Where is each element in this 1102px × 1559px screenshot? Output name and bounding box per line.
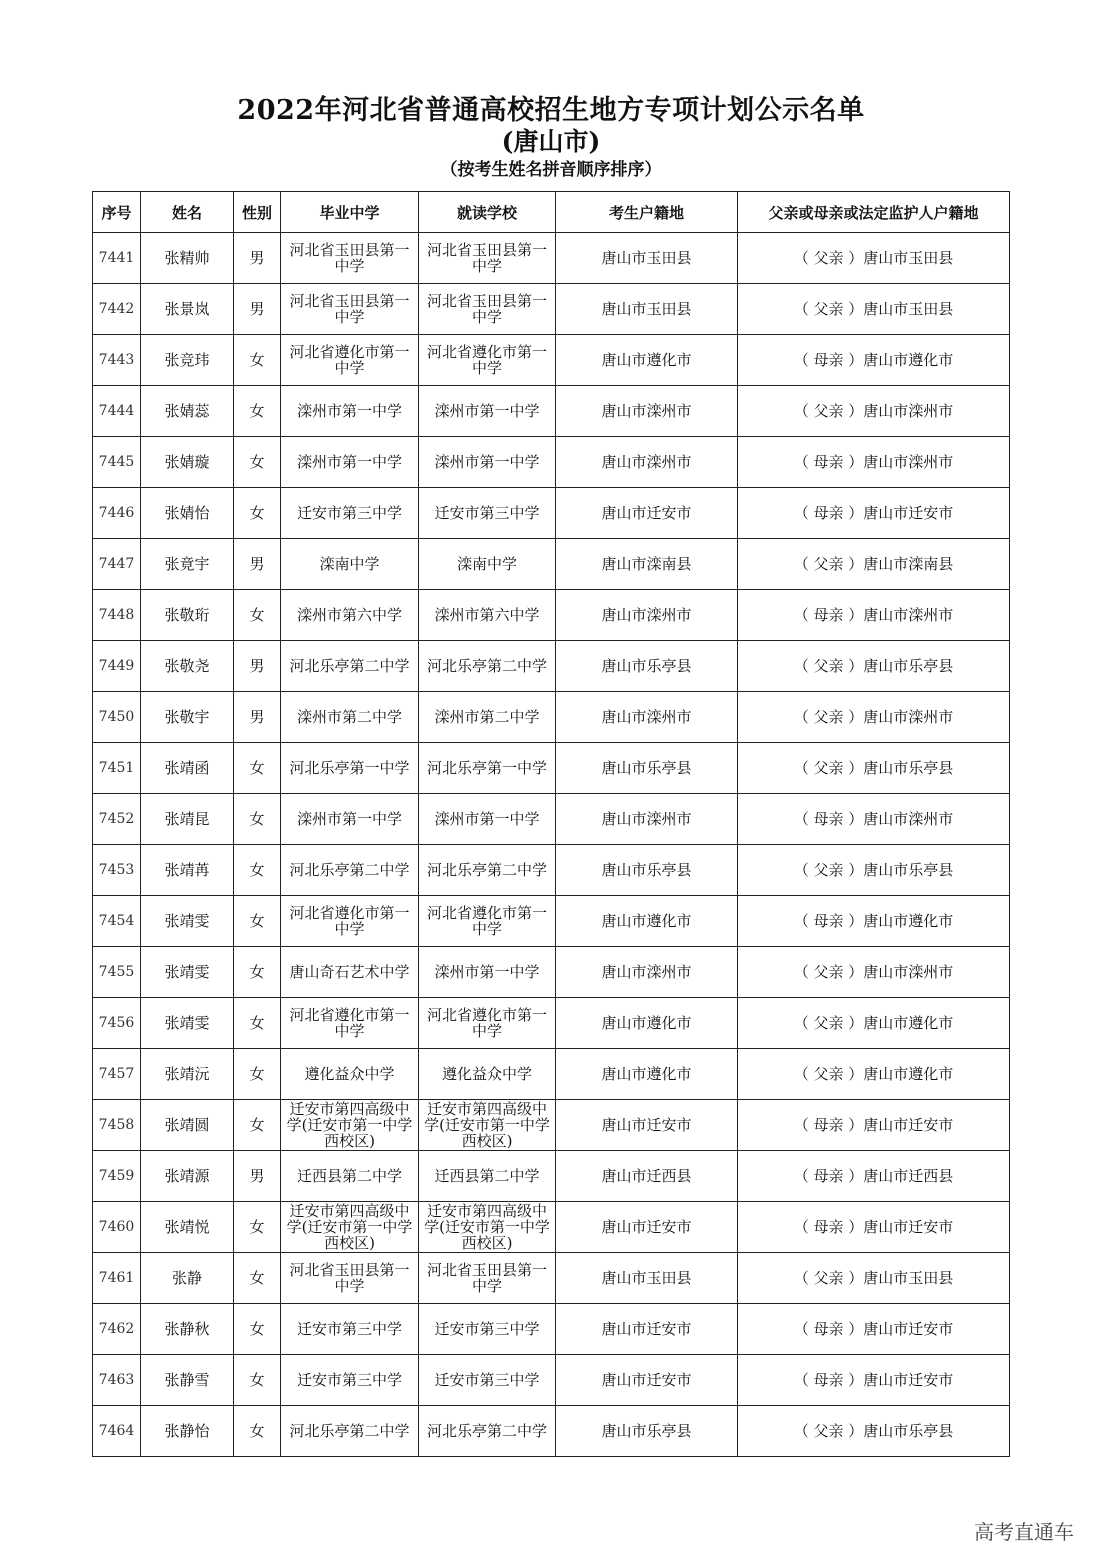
gender-cell: 女 [234, 1253, 281, 1304]
table-row [93, 1406, 1010, 1457]
student-name-cell: 张敬宇 [141, 692, 234, 743]
row-number-cell: 7459 [93, 1151, 141, 1202]
row-number-cell: 7458 [93, 1100, 141, 1151]
table-row [93, 284, 1010, 335]
graduation-school-cell: 迁安市第四高级中学(迁安市第一中学西校区) [281, 1100, 419, 1151]
table-row [93, 1355, 1010, 1406]
gender-cell: 女 [234, 488, 281, 539]
table-row [93, 437, 1010, 488]
table-row [93, 845, 1010, 896]
guardian-hukou-cell: （ 母亲 ）唐山市迁安市 [738, 1100, 1010, 1151]
row-number-cell: 7452 [93, 794, 141, 845]
gender-cell: 女 [234, 947, 281, 998]
student-name-cell: 张婧璇 [141, 437, 234, 488]
row-number-cell: 7462 [93, 1304, 141, 1355]
current-school-cell: 滦州市第一中学 [419, 437, 556, 488]
table-row [93, 590, 1010, 641]
student-hukou-cell: 唐山市遵化市 [556, 896, 738, 947]
graduation-school-cell: 迁安市第三中学 [281, 1355, 419, 1406]
student-hukou-cell: 唐山市乐亭县 [556, 1406, 738, 1457]
graduation-school-cell: 河北省遵化市第一中学 [281, 896, 419, 947]
current-school-cell: 迁安市第三中学 [419, 488, 556, 539]
current-school-cell: 滦州市第一中学 [419, 386, 556, 437]
guardian-hukou-cell: （ 母亲 ）唐山市迁安市 [738, 1355, 1010, 1406]
row-number-cell: 7446 [93, 488, 141, 539]
watermark: 高考直通车 [974, 1520, 1074, 1544]
guardian-hukou-cell: （ 母亲 ）唐山市迁安市 [738, 1304, 1010, 1355]
column-header: 性别 [234, 192, 281, 233]
current-school-cell: 河北省玉田县第一中学 [419, 284, 556, 335]
row-number-cell: 7453 [93, 845, 141, 896]
student-hukou-cell: 唐山市遵化市 [556, 998, 738, 1049]
guardian-hukou-cell: （ 父亲 ）唐山市滦州市 [738, 692, 1010, 743]
guardian-hukou-cell: （ 母亲 ）唐山市滦州市 [738, 590, 1010, 641]
row-number-cell: 7441 [93, 233, 141, 284]
graduation-school-cell: 河北乐亭第二中学 [281, 845, 419, 896]
gender-cell: 女 [234, 1100, 281, 1151]
graduation-school-cell: 遵化益众中学 [281, 1049, 419, 1100]
graduation-school-cell: 唐山奇石艺术中学 [281, 947, 419, 998]
student-hukou-cell: 唐山市遵化市 [556, 335, 738, 386]
table-row [93, 386, 1010, 437]
guardian-hukou-cell: （ 父亲 ）唐山市遵化市 [738, 1049, 1010, 1100]
student-name-cell: 张靖圆 [141, 1100, 234, 1151]
table-row [93, 1100, 1010, 1151]
current-school-cell: 河北省遵化市第一中学 [419, 998, 556, 1049]
table-header-row [93, 192, 1010, 233]
current-school-cell: 河北乐亭第二中学 [419, 1406, 556, 1457]
row-number-cell: 7461 [93, 1253, 141, 1304]
student-name-cell: 张敬珩 [141, 590, 234, 641]
student-name-cell: 张靖悦 [141, 1202, 234, 1253]
row-number-cell: 7457 [93, 1049, 141, 1100]
guardian-hukou-cell: （ 父亲 ）唐山市玉田县 [738, 284, 1010, 335]
current-school-cell: 滦州市第二中学 [419, 692, 556, 743]
current-school-cell: 河北省玉田县第一中学 [419, 233, 556, 284]
student-name-cell: 张靖源 [141, 1151, 234, 1202]
table-row [93, 1151, 1010, 1202]
student-name-cell: 张靖沅 [141, 1049, 234, 1100]
current-school-cell: 滦南中学 [419, 539, 556, 590]
graduation-school-cell: 河北省玉田县第一中学 [281, 233, 419, 284]
student-hukou-cell: 唐山市滦州市 [556, 692, 738, 743]
gender-cell: 男 [234, 233, 281, 284]
student-name-cell: 张竞玮 [141, 335, 234, 386]
student-name-cell: 张靖雯 [141, 998, 234, 1049]
table-body [93, 233, 1010, 1457]
student-hukou-cell: 唐山市滦州市 [556, 386, 738, 437]
gender-cell: 男 [234, 284, 281, 335]
current-school-cell: 河北乐亭第一中学 [419, 743, 556, 794]
guardian-hukou-cell: （ 父亲 ）唐山市乐亭县 [738, 845, 1010, 896]
graduation-school-cell: 河北乐亭第二中学 [281, 641, 419, 692]
table-row [93, 896, 1010, 947]
current-school-cell: 河北乐亭第二中学 [419, 845, 556, 896]
student-hukou-cell: 唐山市迁安市 [556, 1100, 738, 1151]
gender-cell: 女 [234, 896, 281, 947]
graduation-school-cell: 河北省玉田县第一中学 [281, 1253, 419, 1304]
student-name-cell: 张静秋 [141, 1304, 234, 1355]
column-header: 姓名 [141, 192, 234, 233]
column-header: 考生户籍地 [556, 192, 738, 233]
guardian-hukou-cell: （ 母亲 ）唐山市迁西县 [738, 1151, 1010, 1202]
graduation-school-cell: 滦南中学 [281, 539, 419, 590]
graduation-school-cell: 河北省遵化市第一中学 [281, 335, 419, 386]
student-hukou-cell: 唐山市乐亭县 [556, 641, 738, 692]
student-hukou-cell: 唐山市滦州市 [556, 794, 738, 845]
row-number-cell: 7444 [93, 386, 141, 437]
table-row [93, 743, 1010, 794]
gender-cell: 女 [234, 590, 281, 641]
student-name-cell: 张竟宇 [141, 539, 234, 590]
table-row [93, 233, 1010, 284]
sort-note: （按考生姓名拼音顺序排序） [440, 160, 662, 180]
gender-cell: 女 [234, 1304, 281, 1355]
student-hukou-cell: 唐山市玉田县 [556, 233, 738, 284]
gender-cell: 女 [234, 1202, 281, 1253]
student-hukou-cell: 唐山市玉田县 [556, 1253, 738, 1304]
student-hukou-cell: 唐山市乐亭县 [556, 743, 738, 794]
gender-cell: 女 [234, 437, 281, 488]
row-number-cell: 7455 [93, 947, 141, 998]
row-number-cell: 7451 [93, 743, 141, 794]
student-hukou-cell: 唐山市滦州市 [556, 947, 738, 998]
gender-cell: 女 [234, 1406, 281, 1457]
table-row [93, 1202, 1010, 1253]
student-name-cell: 张靖函 [141, 743, 234, 794]
current-school-cell: 遵化益众中学 [419, 1049, 556, 1100]
row-number-cell: 7442 [93, 284, 141, 335]
student-name-cell: 张婧怡 [141, 488, 234, 539]
graduation-school-cell: 迁安市第三中学 [281, 488, 419, 539]
graduation-school-cell: 滦州市第一中学 [281, 437, 419, 488]
row-number-cell: 7463 [93, 1355, 141, 1406]
student-hukou-cell: 唐山市滦南县 [556, 539, 738, 590]
gender-cell: 女 [234, 998, 281, 1049]
gender-cell: 女 [234, 743, 281, 794]
current-school-cell: 迁安市第四高级中学(迁安市第一中学西校区) [419, 1202, 556, 1253]
guardian-hukou-cell: （ 父亲 ）唐山市乐亭县 [738, 1406, 1010, 1457]
student-name-cell: 张靖昆 [141, 794, 234, 845]
table-row [93, 998, 1010, 1049]
current-school-cell: 迁安市第三中学 [419, 1304, 556, 1355]
student-hukou-cell: 唐山市迁安市 [556, 488, 738, 539]
guardian-hukou-cell: （ 父亲 ）唐山市玉田县 [738, 233, 1010, 284]
table-row [93, 488, 1010, 539]
row-number-cell: 7456 [93, 998, 141, 1049]
guardian-hukou-cell: （ 父亲 ）唐山市乐亭县 [738, 641, 1010, 692]
page-subtitle: (唐山市) [501, 127, 601, 156]
current-school-cell: 河北乐亭第二中学 [419, 641, 556, 692]
student-hukou-cell: 唐山市迁西县 [556, 1151, 738, 1202]
student-name-cell: 张静怡 [141, 1406, 234, 1457]
gender-cell: 男 [234, 539, 281, 590]
table-row [93, 1049, 1010, 1100]
graduation-school-cell: 河北乐亭第二中学 [281, 1406, 419, 1457]
student-hukou-cell: 唐山市玉田县 [556, 284, 738, 335]
student-hukou-cell: 唐山市滦州市 [556, 590, 738, 641]
gender-cell: 女 [234, 386, 281, 437]
gender-cell: 男 [234, 1151, 281, 1202]
student-hukou-cell: 唐山市迁安市 [556, 1304, 738, 1355]
table-row [93, 539, 1010, 590]
student-name-cell: 张景岚 [141, 284, 234, 335]
graduation-school-cell: 滦州市第二中学 [281, 692, 419, 743]
row-number-cell: 7450 [93, 692, 141, 743]
table-row [93, 1253, 1010, 1304]
graduation-school-cell: 河北省遵化市第一中学 [281, 998, 419, 1049]
guardian-hukou-cell: （ 母亲 ）唐山市遵化市 [738, 896, 1010, 947]
table-row [93, 794, 1010, 845]
guardian-hukou-cell: （ 母亲 ）唐山市滦州市 [738, 794, 1010, 845]
table-row [93, 335, 1010, 386]
student-name-cell: 张靖雯 [141, 947, 234, 998]
row-number-cell: 7448 [93, 590, 141, 641]
row-number-cell: 7445 [93, 437, 141, 488]
gender-cell: 男 [234, 641, 281, 692]
gender-cell: 女 [234, 845, 281, 896]
gender-cell: 女 [234, 1355, 281, 1406]
guardian-hukou-cell: （ 父亲 ）唐山市滦州市 [738, 947, 1010, 998]
guardian-hukou-cell: （ 父亲 ）唐山市遵化市 [738, 998, 1010, 1049]
row-number-cell: 7443 [93, 335, 141, 386]
table-row [93, 641, 1010, 692]
column-header: 序号 [93, 192, 141, 233]
guardian-hukou-cell: （ 父亲 ）唐山市滦南县 [738, 539, 1010, 590]
student-hukou-cell: 唐山市遵化市 [556, 1049, 738, 1100]
student-name-cell: 张静 [141, 1253, 234, 1304]
row-number-cell: 7464 [93, 1406, 141, 1457]
row-number-cell: 7447 [93, 539, 141, 590]
table-row [93, 1304, 1010, 1355]
student-name-cell: 张婧蕊 [141, 386, 234, 437]
student-hukou-cell: 唐山市滦州市 [556, 437, 738, 488]
column-header: 毕业中学 [281, 192, 419, 233]
row-number-cell: 7449 [93, 641, 141, 692]
student-name-cell: 张静雪 [141, 1355, 234, 1406]
current-school-cell: 迁西县第二中学 [419, 1151, 556, 1202]
table-row [93, 692, 1010, 743]
current-school-cell: 河北省遵化市第一中学 [419, 335, 556, 386]
student-hukou-cell: 唐山市迁安市 [556, 1202, 738, 1253]
column-header: 就读学校 [419, 192, 556, 233]
current-school-cell: 河北省玉田县第一中学 [419, 1253, 556, 1304]
current-school-cell: 河北省遵化市第一中学 [419, 896, 556, 947]
graduation-school-cell: 迁西县第二中学 [281, 1151, 419, 1202]
graduation-school-cell: 河北省玉田县第一中学 [281, 284, 419, 335]
guardian-hukou-cell: （ 母亲 ）唐山市迁安市 [738, 1202, 1010, 1253]
graduation-school-cell: 迁安市第四高级中学(迁安市第一中学西校区) [281, 1202, 419, 1253]
roster-table [92, 191, 1010, 1457]
current-school-cell: 滦州市第六中学 [419, 590, 556, 641]
current-school-cell: 滦州市第一中学 [419, 947, 556, 998]
gender-cell: 女 [234, 1049, 281, 1100]
graduation-school-cell: 迁安市第三中学 [281, 1304, 419, 1355]
graduation-school-cell: 滦州市第六中学 [281, 590, 419, 641]
gender-cell: 女 [234, 335, 281, 386]
row-number-cell: 7454 [93, 896, 141, 947]
row-number-cell: 7460 [93, 1202, 141, 1253]
guardian-hukou-cell: （ 父亲 ）唐山市乐亭县 [738, 743, 1010, 794]
guardian-hukou-cell: （ 父亲 ）唐山市滦州市 [738, 386, 1010, 437]
student-name-cell: 张精帅 [141, 233, 234, 284]
graduation-school-cell: 河北乐亭第一中学 [281, 743, 419, 794]
page-title: 2022年河北省普通高校招生地方专项计划公示名单 [237, 95, 865, 126]
gender-cell: 女 [234, 794, 281, 845]
student-name-cell: 张敬尧 [141, 641, 234, 692]
table-row [93, 947, 1010, 998]
guardian-hukou-cell: （ 母亲 ）唐山市迁安市 [738, 488, 1010, 539]
column-header: 父亲或母亲或法定监护人户籍地 [738, 192, 1010, 233]
student-name-cell: 张靖苒 [141, 845, 234, 896]
guardian-hukou-cell: （ 母亲 ）唐山市滦州市 [738, 437, 1010, 488]
guardian-hukou-cell: （ 父亲 ）唐山市玉田县 [738, 1253, 1010, 1304]
student-hukou-cell: 唐山市乐亭县 [556, 845, 738, 896]
graduation-school-cell: 滦州市第一中学 [281, 386, 419, 437]
graduation-school-cell: 滦州市第一中学 [281, 794, 419, 845]
current-school-cell: 滦州市第一中学 [419, 794, 556, 845]
current-school-cell: 迁安市第三中学 [419, 1355, 556, 1406]
current-school-cell: 迁安市第四高级中学(迁安市第一中学西校区) [419, 1100, 556, 1151]
student-hukou-cell: 唐山市迁安市 [556, 1355, 738, 1406]
student-name-cell: 张靖雯 [141, 896, 234, 947]
guardian-hukou-cell: （ 母亲 ）唐山市遵化市 [738, 335, 1010, 386]
gender-cell: 男 [234, 692, 281, 743]
